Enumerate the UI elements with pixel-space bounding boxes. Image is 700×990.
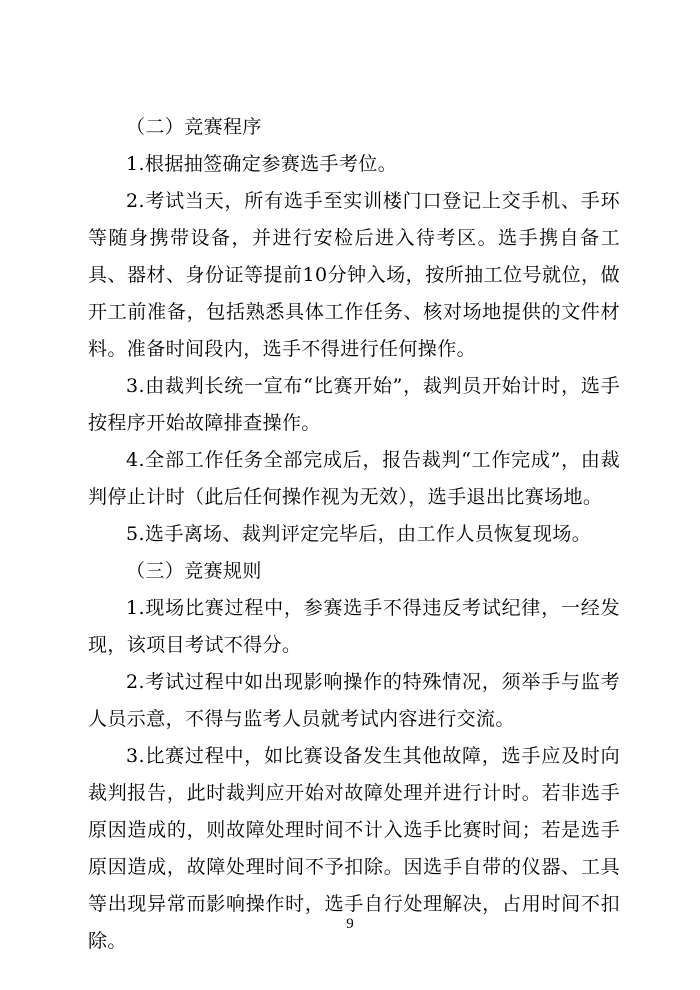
- section-heading-competition-rules: （三）竞赛规则: [126, 560, 262, 582]
- procedure-item-5: 5.选手离场、裁判评定完毕后，由工作人员恢复现场。: [126, 523, 592, 545]
- rules-item-2: 2.考试过程中如出现影响操作的特殊情况，须举手与监考人员示意，不得与监考人员就考试内容进行交流。: [88, 671, 620, 730]
- procedure-item-3: 3.由裁判长统一宣布“比赛开始”，裁判员开始计时，选手按程序开始故障排查操作。: [88, 375, 620, 434]
- procedure-item-2: 2.考试当天，所有选手至实训楼门口登记上交手机、手环等随身携带设备，并进行安检后进入待考区。选手携自备工具、器材、身份证等提前10分钟入场，按所抽工位号就位，做开工前准备，包括熟悉具体工作任务、核对场地提供的文件材料。准备时间段内，选手不得进行任何操作。: [88, 190, 620, 360]
- rules-item-1: 1.现场比赛过程中，参赛选手不得违反考试纪律，一经发现，该项目考试不得分。: [88, 597, 620, 656]
- rules-item-3: 3.比赛过程中，如比赛设备发生其他故障，选手应及时向裁判报告，此时裁判应开始对故障处理并进行计时。若非选手原因造成的，则故障处理时间不计入选手比赛时间；若是选手原因造成，故障处理时间不予扣除。因选手自带的仪器、工具等出现异常而影响操作时，选手自行处理解决，占用时间不扣除。: [88, 745, 620, 952]
- procedure-item-4: 4.全部工作任务全部完成后，报告裁判“工作完成”，由裁判停止计时（此后任何操作视为无效），选手退出比赛场地。: [88, 449, 620, 508]
- section-heading-competition-procedure: （二）竞赛程序: [126, 116, 262, 138]
- page-number: 9: [346, 916, 354, 932]
- document-body: [88, 109, 620, 960]
- procedure-item-1: 1.根据抽签确定参赛选手考位。: [126, 153, 398, 175]
